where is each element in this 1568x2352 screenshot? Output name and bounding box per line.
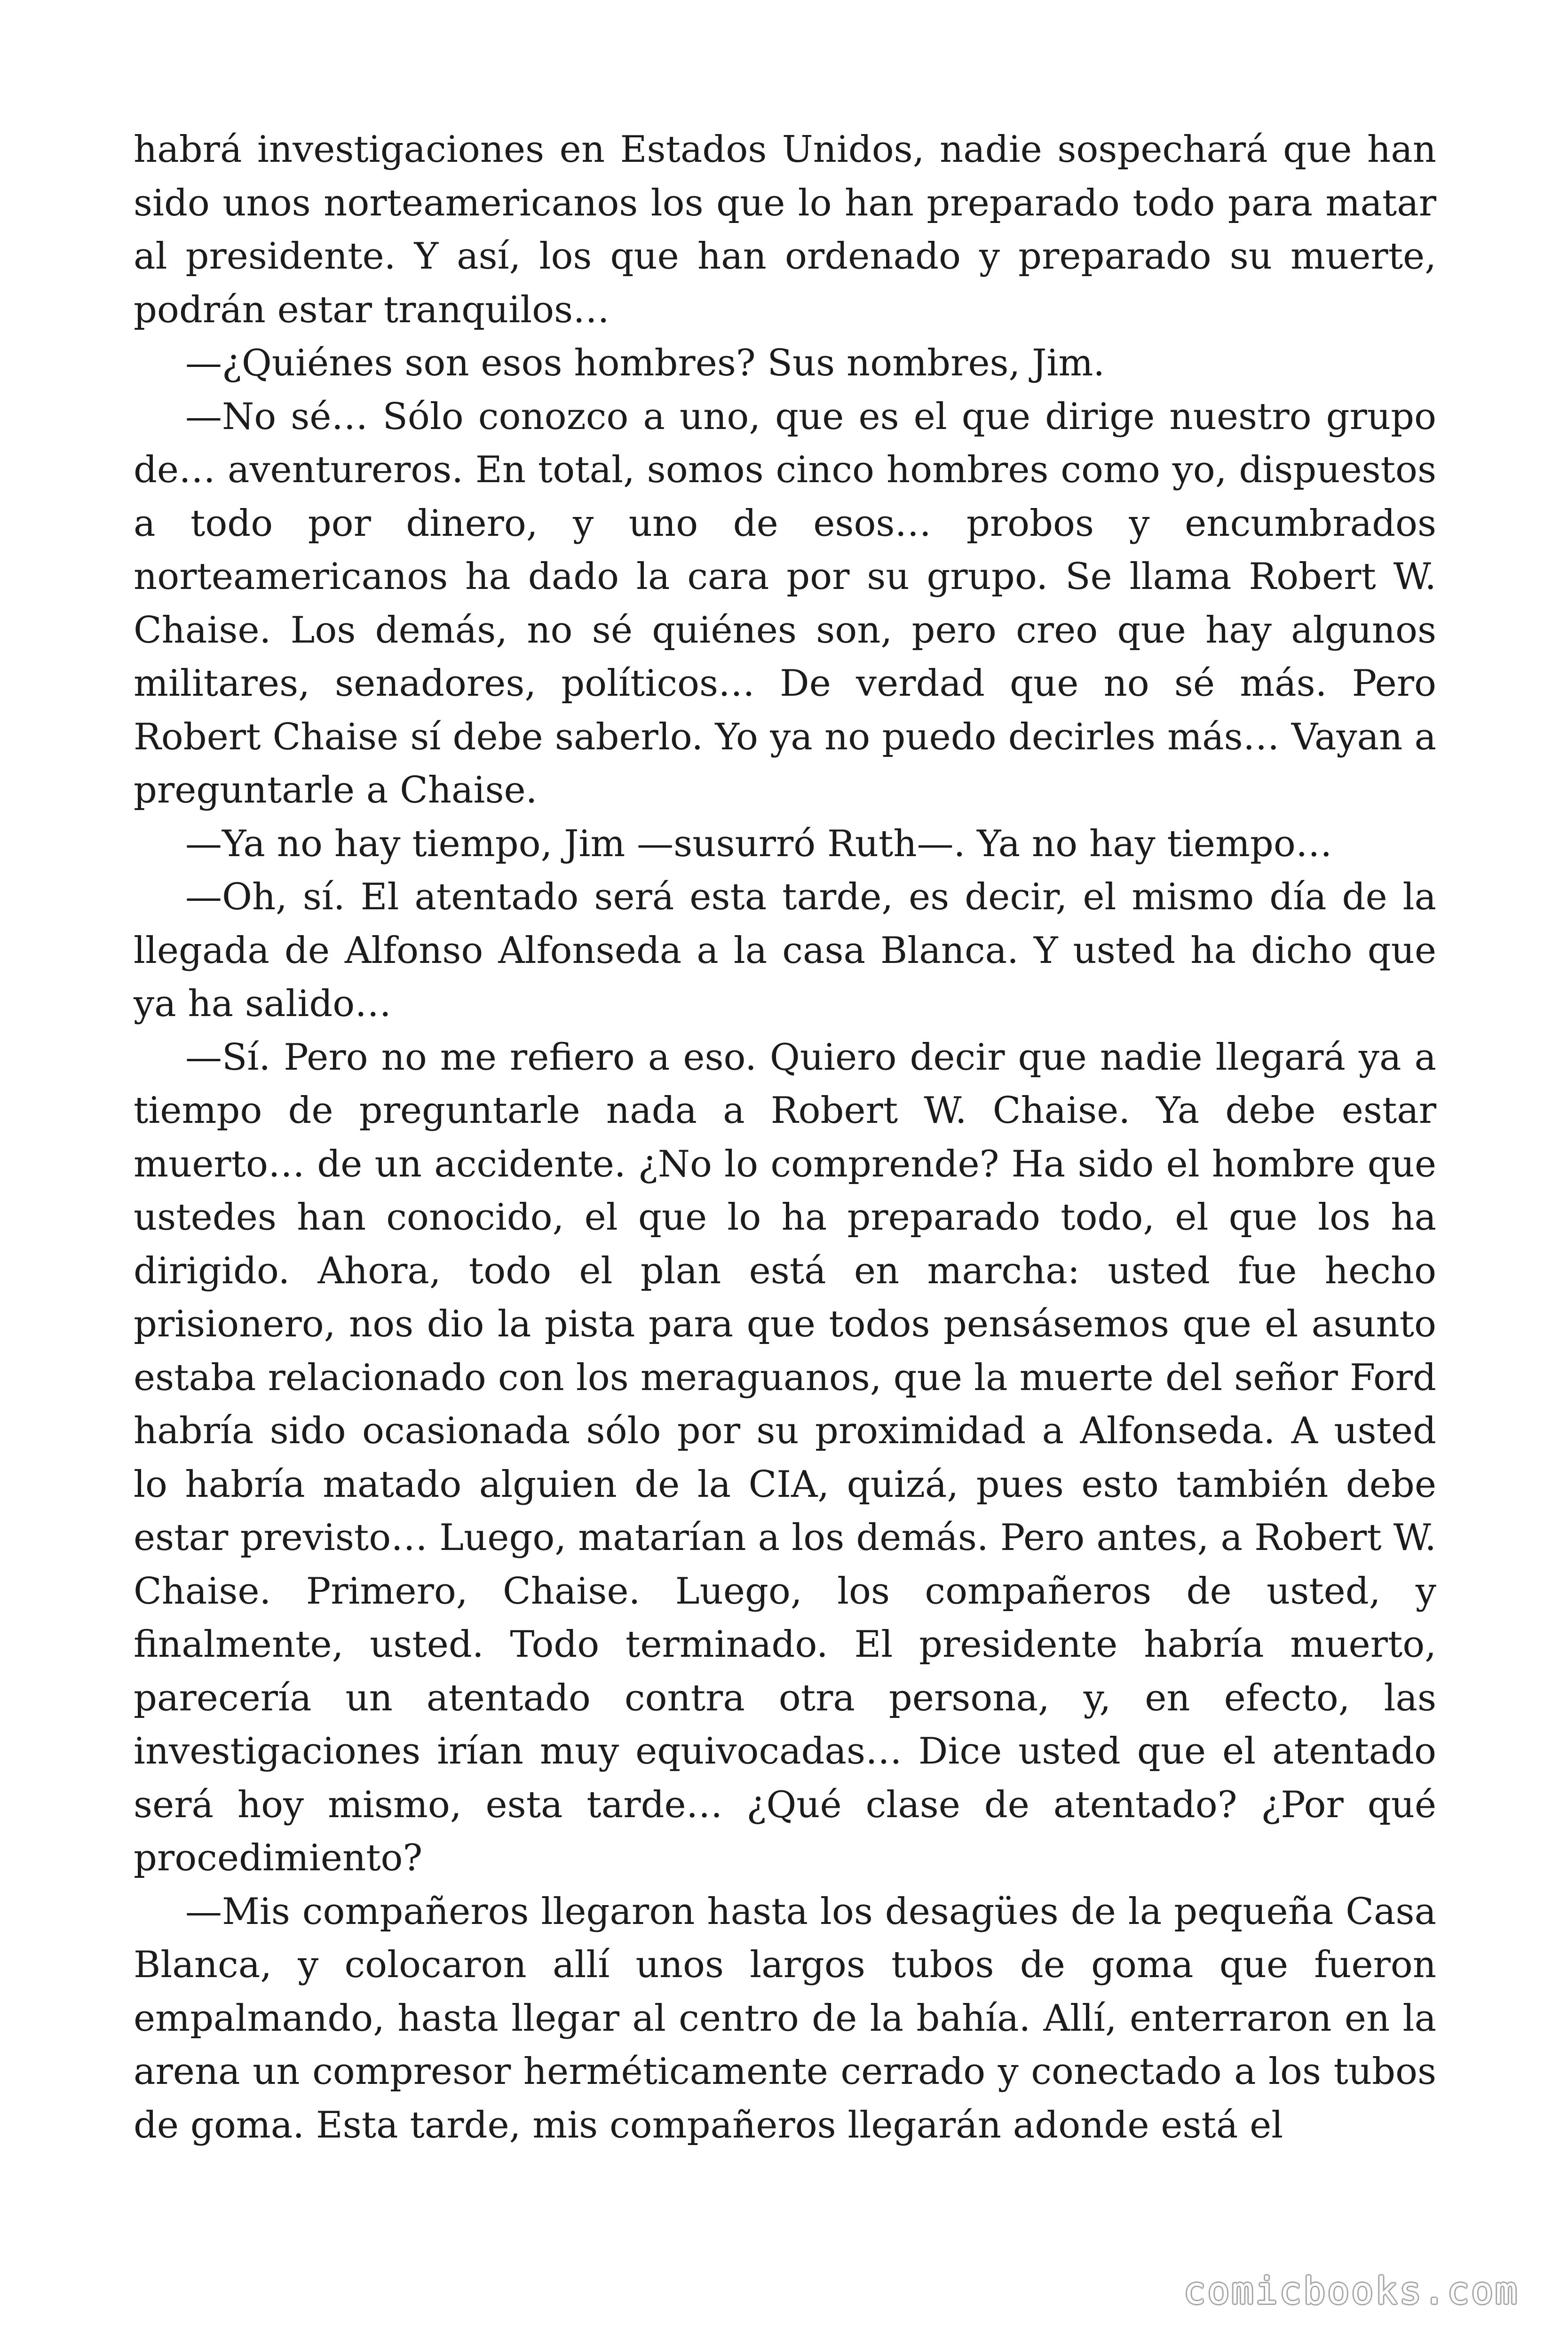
dialogue-paragraph: —¿Quiénes son esos hombres? Sus nombres, Jim.: [185, 342, 1105, 384]
dialogue-paragraph: —No sé… Sólo conozco a uno, que es el que dirige nuestro grupo de… aventureros. En total, somos cinco hombres como yo, dispuestos a todo por dinero, y uno de esos… probos y encumbrados norteamericanos ha dado la cara por su grupo. Se llama Robert W. Chaise. Los demás, no sé quiénes son, pero creo que hay algunos militares, senadores, políticos… De verdad que no sé más. Pero Robert Chaise sí debe saberlo. Yo ya no puedo decirles más… Vayan a preguntarle a Chaise.: [134, 395, 1436, 811]
watermark-logo: comicbooks.com: [1183, 2270, 1519, 2312]
dialogue-paragraph: —Oh, sí. El atentado será esta tarde, es decir, el mismo día de la llegada de Alfonso Alfonseda a la casa Blanca. Y usted ha dicho que ya ha salido…: [134, 876, 1436, 1025]
paragraph-continuation: habrá investigaciones en Estados Unidos, nadie sospechará que han sido unos norteamericanos los que lo han preparado todo para matar al presidente. Y así, los que han ordenado y preparado su muerte, podrán estar tranquilos…: [134, 128, 1436, 331]
dialogue-paragraph: —Sí. Pero no me refiero a eso. Quiero decir que nadie llegará ya a tiempo de preguntarle nada a Robert W. Chaise. Ya debe estar muerto… de un accidente. ¿No lo comprende? Ha sido el hombre que ustedes han conocido, el que lo ha preparado todo, el que los ha dirigido. Ahora, todo el plan está en marcha: usted fue hecho prisionero, nos dio la pista para que todos pensásemos que el asunto estaba relacionado con los meraguanos, que la muerte del señor Ford habría sido ocasionada sólo por su proximidad a Alfonseda. A usted lo habría matado alguien de la CIA, quizá, pues esto también debe estar previsto… Luego, matarían a los demás. Pero antes, a Robert W. Chaise. Primero, Chaise. Luego, los compañeros de usted, y finalmente, usted. Todo terminado. El presidente habría muerto, parecería un atentado contra otra persona, y, en efecto, las investigaciones irían muy equivocadas… Dice usted que el atentado será hoy mismo, esta tarde… ¿Qué clase de atentado? ¿Por qué procedimiento?: [134, 1036, 1436, 1879]
dialogue-paragraph: —Mis compañeros llegaron hasta los desagües de la pequeña Casa Blanca, y colocaron allí unos largos tubos de goma que fueron empalmando, hasta llegar al centro de la bahía. Allí, enterraron en la arena un compresor herméticamente cerrado y conectado a los tubos de goma. Esta tarde, mis compañeros llegarán adonde está el: [134, 1890, 1436, 2146]
dialogue-paragraph: —Ya no hay tiempo, Jim —susurró Ruth—. Ya no hay tiempo…: [185, 822, 1332, 865]
body-text: [134, 123, 1436, 2152]
